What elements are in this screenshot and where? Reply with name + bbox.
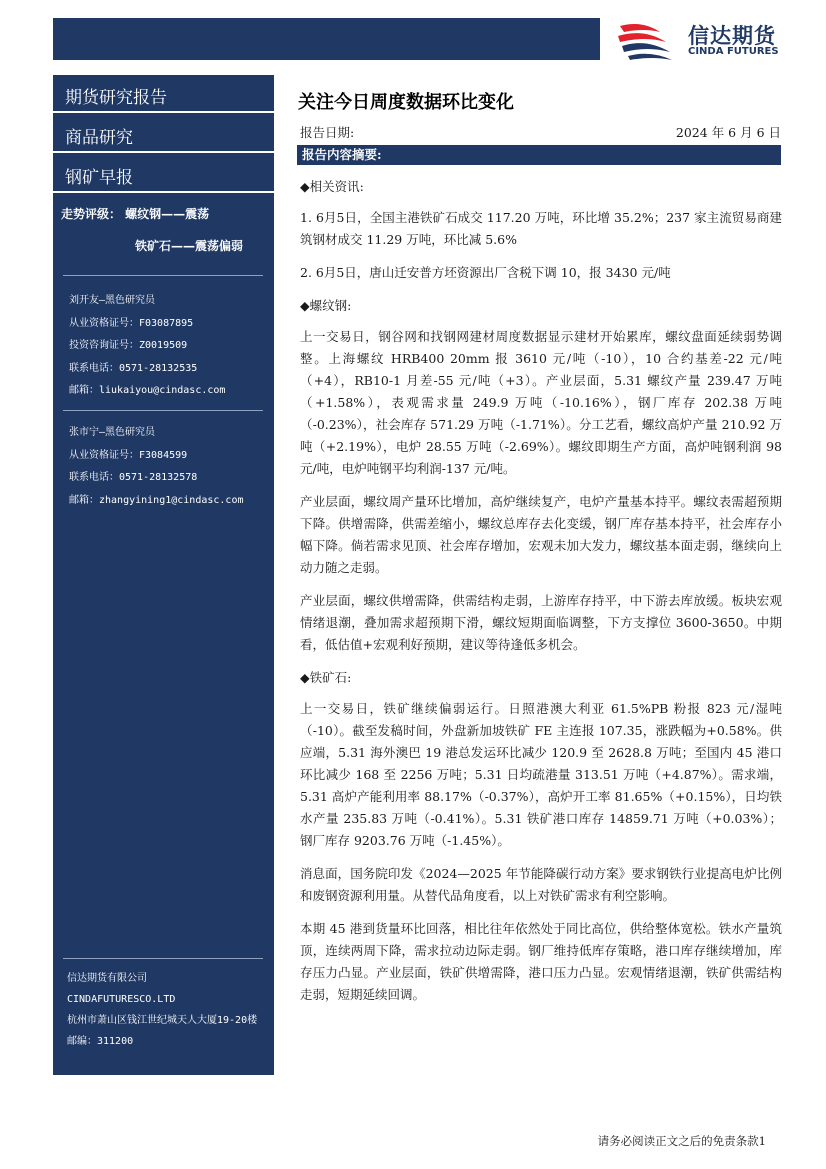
- company-info: [67, 968, 257, 1052]
- sidebar-divider: [63, 958, 263, 959]
- company-english-name: CINDAFUTURESCO.LTD: [67, 994, 176, 1005]
- analyst-1: [69, 290, 225, 403]
- logo-mark-icon: [614, 18, 678, 62]
- section-heading-rebar: ◆螺纹钢:: [300, 298, 352, 313]
- rating-rebar: 走势评级： 螺纹钢——震荡: [61, 207, 210, 221]
- sidebar-divider: [63, 275, 263, 276]
- sidebar-divider: [63, 410, 263, 411]
- report-date-label: 报告日期:: [300, 125, 355, 140]
- report-title: 关注今日周度数据环比变化: [298, 92, 514, 113]
- logo-english-name: CINDA FUTURES: [688, 46, 779, 57]
- report-body: [300, 176, 782, 1017]
- company-address: 杭州市萧山区钱江世纪城天人大厦19-20楼: [67, 1015, 258, 1026]
- cinda-futures-logo: [614, 18, 804, 62]
- company-postcode: 邮编：311200: [67, 1036, 134, 1047]
- sidebar: [53, 75, 274, 1075]
- logo-chinese-name: 信达期货: [688, 24, 776, 48]
- analyst-1-email: 邮箱：liukaiyou@cindasc.com: [69, 385, 226, 396]
- section-heading-news: ◆相关资讯:: [300, 179, 364, 194]
- paragraph: 消息面，国务院印发《2024—2025 年节能降碳行动方案》要求钢铁行业提高电炉比例和废钢资源利用量。从替代品角度看，以上对铁矿需求有利空影响。: [300, 866, 782, 903]
- analyst-2-phone: 联系电话：0571-28132578: [69, 472, 198, 483]
- top-banner: [53, 18, 600, 60]
- paragraph: 上一交易日，铁矿继续偏弱运行。日照港澳大利亚 61.5%PB 粉报 823 元/湿吨（-10）。截至发稿时间，外盘新加坡铁矿 FE 主连报 107.35，涨跌幅为+0.58%。供应端，5.31 海外澳巴 19 港总发运环比减少 120.9 至 2628.8 万吨；至国内 45 港口环比减少 168 至 2256 万吨；5.31 日均疏港量 313.51 万吨（+4.87%）。需求端，5.31 高炉产能利用率 88.17%（-0.37%），高炉开工率 81.65%（+0.15%），日均铁水产量 235.83 万吨（-0.41%）。5.31 铁矿港口库存 14859.71 万吨（+0.03%）；钢厂库存 9203.76 万吨（-1.45%）。: [300, 701, 782, 848]
- analyst-2: [69, 422, 244, 512]
- company-name: 信达期货有限公司: [67, 973, 147, 984]
- summary-header: 报告内容摘要:: [297, 145, 781, 165]
- section-heading-iron-ore: ◆铁矿石:: [300, 670, 352, 685]
- analyst-2-email: 邮箱：zhangyining1@cindasc.com: [69, 494, 244, 506]
- sidebar-report-name: 钢矿早报: [53, 155, 274, 193]
- paragraph: 产业层面，螺纹周产量环比增加，高炉继续复产，电炉产量基本持平。螺纹表需超预期下降。供增需降，供需差缩小，螺纹总库存去化变缓，钢厂库存基本持平，社会库存小幅下降。倘若需求见顶、社会库存增加，宏观未加大发力，螺纹基本面走弱，继续向上动力随之走弱。: [300, 494, 782, 575]
- analyst-1-phone: 联系电话：0571-28132535: [69, 362, 198, 374]
- analyst-2-name: 张市宁—黑色研究员: [69, 427, 156, 438]
- paragraph: 产业层面，螺纹供增需降，供需结构走弱，上游库存持平，中下游去库放缓。板块宏观情绪退潮，叠加需求超预期下滑，螺纹短期面临调整，下方支撑位 3600-3650。中期看，低估值+宏观利好预期，建议等待逢低多机会。: [300, 593, 782, 652]
- analyst-1-name: 刘开友—黑色研究员: [69, 295, 156, 306]
- paragraph: 1. 6月5日，全国主港铁矿石成交 117.20 万吨，环比增 35.2%；237 家主流贸易商建筑钢材成交 11.29 万吨，环比减 5.6%: [300, 210, 782, 247]
- paragraph: 本期 45 港到货量环比回落，相比往年依然处于同比高位，供给整体宽松。铁水产量筑顶，连续两周下降，需求拉动边际走弱。钢厂维持低库存策略，港口库存继续增加，库存压力凸显。产业层面，铁矿供增需降，港口压力凸显。宏观情绪退潮，铁矿供需结构走弱，短期延续回调。: [300, 921, 782, 1002]
- rating-iron-ore: 铁矿石——震荡偏弱: [135, 239, 244, 253]
- paragraph: 2. 6月5日，唐山迁安普方坯资源出厂含税下调 10，报 3430 元/吨: [300, 265, 671, 280]
- analyst-1-qualification: 从业资格证号：F03087895: [69, 317, 194, 329]
- sidebar-category: 商品研究: [53, 115, 274, 153]
- report-date-value: 2024 年 6 月 6 日: [675, 125, 781, 140]
- sidebar-report-type: 期货研究报告: [53, 75, 274, 113]
- analyst-2-qualification: 从业资格证号：F3084599: [69, 449, 188, 461]
- page-footer-disclaimer: 请务必阅读正文之后的免责条款1: [597, 1134, 766, 1148]
- paragraph: 上一交易日，钢谷网和找钢网建材周度数据显示建材开始累库，螺纹盘面延续弱势调整。上海螺纹 HRB400 20mm 报 3610 元/吨（-10），10 合约基差-22 元/吨（+4），RB10-1 月差-55 元/吨（+3）。产业层面，5.31 螺纹产量 239.47 万吨（+1.58%），表观需求量 249.9 万吨（-10.16%），钢厂库存 202.38 万吨（-0.23%），社会库存 571.29 万吨（-1.71%）。分工艺看，螺纹高炉产量 210.92 万吨（+2.19%），电炉 28.55 万吨（-2.69%）。螺纹即期生产方面，高炉吨钢利润 98 元/吨，电炉吨钢平均利润-137 元/吨。: [300, 329, 782, 476]
- analyst-1-consulting-id: 投资咨询证号：Z0019509: [69, 340, 188, 351]
